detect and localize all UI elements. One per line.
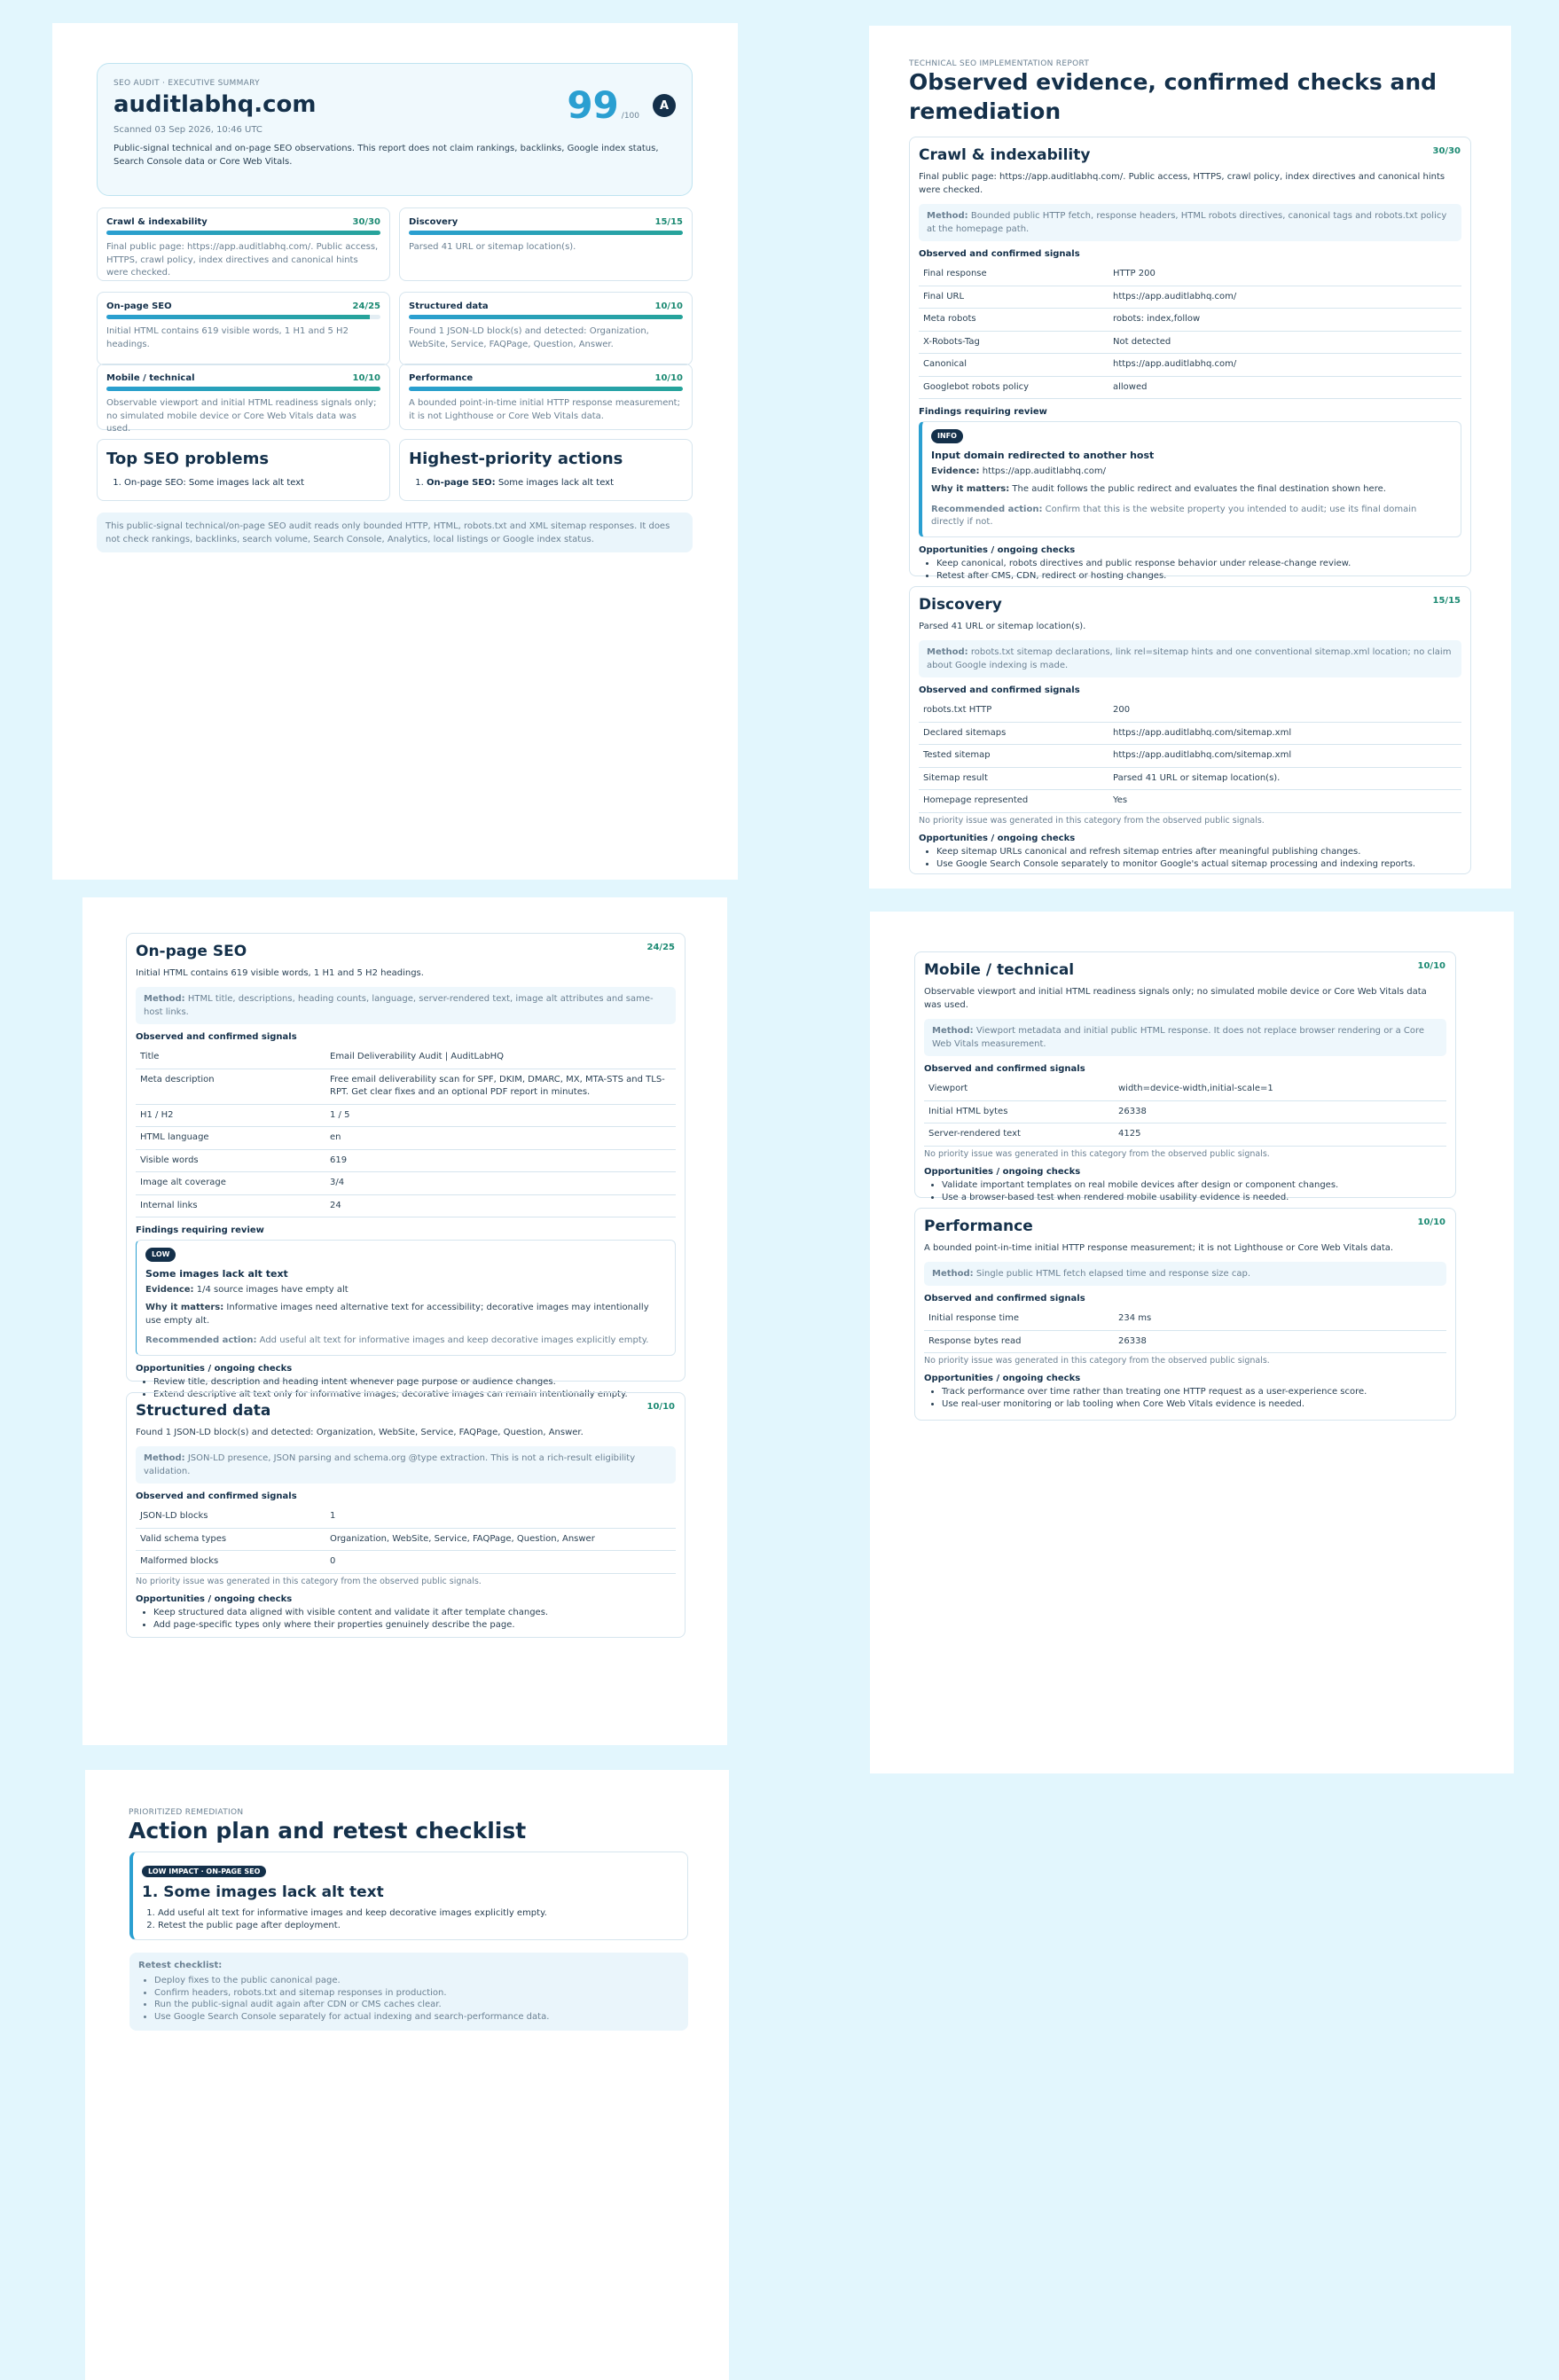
method-note bbox=[924, 1262, 1446, 1286]
signal-value: 200 bbox=[1109, 700, 1461, 722]
rec-label: Recommended action: bbox=[145, 1335, 257, 1346]
no-issue-note: No priority issue was generated in this category from the observed public signals. bbox=[924, 1356, 1270, 1366]
category-score: 30/30 bbox=[352, 217, 380, 227]
scope-footnote: This public-signal technical/on-page SEO audit reads only bounded HTTP, HTML, robots.txt and XML sitemap responses. It does not check rankings, backlinks, search volume, Search Console, Analytics, local listings or Google index status. bbox=[97, 513, 693, 552]
signal-name: robots.txt HTTP bbox=[919, 700, 1109, 722]
method-text: JSON-LD presence, JSON parsing and schema.org @type extraction. This is not a rich-result eligibility validation. bbox=[144, 1453, 636, 1476]
finding-card bbox=[136, 1240, 676, 1356]
severity-badge: LOW bbox=[145, 1248, 176, 1262]
method-text: robots.txt sitemap declarations, link rel=sitemap hints and one conventional sitemap.xml location; no claim about Google indexing is made. bbox=[927, 647, 1452, 670]
signal-value: https://app.auditlabhq.com/ bbox=[1109, 286, 1461, 309]
opportunities-list bbox=[919, 846, 1461, 871]
signal-value: Not detected bbox=[1109, 331, 1461, 354]
signal-name: Viewport bbox=[924, 1078, 1114, 1100]
table-row bbox=[919, 790, 1461, 813]
rec-text: Confirm that this is the website property you intended to audit; use its final domain directly if not. bbox=[931, 504, 1417, 528]
progress-fill bbox=[409, 387, 683, 391]
section-crawl bbox=[909, 137, 1471, 581]
method-note bbox=[136, 1446, 676, 1484]
category-description: Initial HTML contains 619 visible words, 1 H1 and 5 H2 headings. bbox=[106, 326, 349, 349]
action-plan-page bbox=[85, 1770, 729, 2380]
progress-fill bbox=[106, 387, 380, 391]
method-text: Single public HTML fetch elapsed time and response size cap. bbox=[975, 1269, 1251, 1279]
list-item: • Use Google Search Console separately to monitor Google's actual sitemap processing and indexing reports. bbox=[936, 858, 1461, 871]
signal-value: Parsed 41 URL or sitemap location(s). bbox=[1109, 767, 1461, 790]
method-label: Method: bbox=[144, 1453, 185, 1463]
overall-score bbox=[567, 83, 676, 127]
method-note bbox=[136, 987, 676, 1024]
category-card bbox=[399, 364, 693, 430]
table-row bbox=[924, 1308, 1446, 1330]
method-label: Method: bbox=[932, 1269, 974, 1279]
evidence-text: 1/4 source images have empty alt bbox=[196, 1284, 349, 1295]
section-score: 24/25 bbox=[646, 943, 675, 952]
signal-value: HTTP 200 bbox=[1109, 263, 1461, 286]
list-item: • Use Google Search Console separately for actual indexing and search-performance data. bbox=[154, 2011, 679, 2024]
section-title: Performance bbox=[924, 1217, 1033, 1235]
signal-name: Declared sitemaps bbox=[919, 722, 1109, 745]
list-item: 1. Add useful alt text for informative images and keep decorative images explicitly empty. bbox=[158, 1907, 678, 1920]
signal-value: 26338 bbox=[1114, 1330, 1446, 1353]
signal-name: Initial HTML bytes bbox=[924, 1100, 1114, 1123]
signal-value: Organization, WebSite, Service, FAQPage, Question, Answer bbox=[325, 1528, 676, 1551]
plan-title: Action plan and retest checklist bbox=[129, 1818, 527, 1844]
category-title: Crawl & indexability bbox=[106, 217, 208, 227]
progress-fill bbox=[106, 231, 380, 235]
method-label: Method: bbox=[932, 1026, 974, 1036]
category-description: A bounded point-in-time initial HTTP response measurement; it is not Lighthouse or Core Web Vitals data. bbox=[409, 398, 680, 421]
list-item: • Use a browser-based test when rendered mobile usability evidence is needed. bbox=[942, 1192, 1446, 1204]
signal-name: Final URL bbox=[919, 286, 1109, 309]
method-text: HTML title, descriptions, heading counts, language, server-rendered text, image alt attributes and same-host links. bbox=[144, 994, 654, 1017]
plan-eyebrow: PRIORITIZED REMEDIATION bbox=[129, 1808, 244, 1817]
list-item: • Keep sitemap URLs canonical and refresh sitemap entries after meaningful publishing changes. bbox=[936, 846, 1461, 858]
top-problems-heading: Top SEO problems bbox=[106, 450, 270, 468]
signals-heading: Observed and confirmed signals bbox=[924, 1294, 1085, 1304]
why-label: Why it matters: bbox=[931, 484, 1010, 495]
no-issue-note: No priority issue was generated in this category from the observed public signals. bbox=[924, 1148, 1270, 1159]
method-note bbox=[919, 640, 1461, 677]
section-summary: Parsed 41 URL or sitemap location(s). bbox=[919, 622, 1086, 631]
category-card bbox=[97, 364, 390, 434]
rec-label: Recommended action: bbox=[931, 504, 1043, 514]
finding-evidence bbox=[145, 1284, 666, 1297]
signal-name: Tested sitemap bbox=[919, 745, 1109, 768]
actions-list bbox=[409, 478, 683, 488]
signal-name: Meta description bbox=[136, 1069, 325, 1104]
signal-name: Response bytes read bbox=[924, 1330, 1114, 1353]
signal-name: Internal links bbox=[136, 1194, 325, 1217]
category-progress-bar bbox=[409, 315, 683, 319]
section-score: 15/15 bbox=[1432, 596, 1461, 606]
summary-note: Public-signal technical and on-page SEO observations. This report does not claim rankings, backlinks, Google index status, Search Console data or Core Web Vitals. bbox=[114, 144, 659, 167]
signal-value: 4125 bbox=[1114, 1123, 1446, 1147]
list-item: • Run the public-signal audit again after CDN or CMS caches clear. bbox=[154, 1999, 679, 2011]
signal-value: 26338 bbox=[1114, 1100, 1446, 1123]
signals-table bbox=[924, 1308, 1446, 1353]
section-score: 10/10 bbox=[1417, 1217, 1445, 1227]
category-progress-bar bbox=[409, 231, 683, 235]
report-title: Observed evidence, confirmed checks and remediation bbox=[909, 69, 1438, 124]
finding-recommendation bbox=[145, 1335, 666, 1348]
table-row bbox=[919, 309, 1461, 332]
opportunities-list bbox=[136, 1607, 676, 1632]
list-item: • Track performance over time rather than treating one HTTP request as a user-experience score. bbox=[942, 1386, 1446, 1398]
table-row bbox=[919, 354, 1461, 377]
opportunities-heading: Opportunities / ongoing checks bbox=[136, 1593, 293, 1604]
list-item: • Keep canonical, robots directives and public response behavior under release-change review. bbox=[936, 558, 1461, 570]
scan-timestamp: Scanned 03 Sep 2026, 10:46 UTC bbox=[114, 125, 262, 135]
category-score: 10/10 bbox=[352, 373, 380, 383]
report-page-1 bbox=[869, 26, 1511, 889]
list-item: • Confirm headers, robots.txt and sitemap responses in production. bbox=[154, 1987, 679, 2000]
signal-value: 1 bbox=[325, 1506, 676, 1528]
category-progress-bar bbox=[106, 231, 380, 235]
finding-card bbox=[919, 421, 1461, 537]
signal-name: Title bbox=[136, 1046, 325, 1069]
signal-name: H1 / H2 bbox=[136, 1104, 325, 1127]
opportunities-heading: Opportunities / ongoing checks bbox=[924, 1374, 1081, 1383]
finding-evidence bbox=[931, 466, 1452, 479]
list-item: • Validate important templates on real mobile devices after design or component changes. bbox=[942, 1179, 1446, 1192]
list-item: • Retest after CMS, CDN, redirect or hosting changes. bbox=[936, 570, 1461, 583]
table-row bbox=[924, 1330, 1446, 1353]
finding-why bbox=[145, 1302, 666, 1327]
list-item: 2. Retest the public page after deployment. bbox=[158, 1920, 678, 1932]
section-score: 10/10 bbox=[646, 1402, 675, 1412]
method-note bbox=[919, 204, 1461, 241]
action-text: Some images lack alt text bbox=[495, 478, 615, 488]
category-score: 15/15 bbox=[654, 217, 683, 227]
table-row bbox=[136, 1127, 676, 1150]
why-text: The audit follows the public redirect and evaluates the final destination shown here. bbox=[1012, 484, 1386, 495]
finding-title: Some images lack alt text bbox=[145, 1267, 288, 1280]
evidence-label: Evidence: bbox=[145, 1284, 194, 1295]
section-performance bbox=[914, 1208, 1456, 1421]
why-text: Informative images need alternative text for accessibility; decorative images may intentionally use empty alt. bbox=[145, 1303, 649, 1326]
signal-value: width=device-width,initial-scale=1 bbox=[1114, 1078, 1446, 1100]
section-title: Structured data bbox=[136, 1402, 271, 1420]
table-row bbox=[924, 1123, 1446, 1147]
signal-value: robots: index,follow bbox=[1109, 309, 1461, 332]
section-on-page-seo bbox=[126, 933, 685, 1399]
signals-table bbox=[136, 1506, 676, 1574]
severity-badge: INFO bbox=[931, 429, 963, 443]
signal-value: Free email deliverability scan for SPF, DKIM, DMARC, MX, MTA-STS and TLS-RPT. Get clear fixes and an optional PDF report in minutes. bbox=[325, 1069, 676, 1104]
signal-name: Image alt coverage bbox=[136, 1172, 325, 1195]
table-row bbox=[919, 767, 1461, 790]
section-summary: Final public page: https://app.auditlabhq.com/. Public access, HTTPS, crawl policy, index directives and canonical hints were checked. bbox=[919, 172, 1445, 195]
opportunities-heading: Opportunities / ongoing checks bbox=[919, 544, 1076, 555]
section-score: 30/30 bbox=[1432, 146, 1461, 156]
table-row bbox=[919, 376, 1461, 399]
table-row bbox=[919, 263, 1461, 286]
signal-name: Googlebot robots policy bbox=[919, 376, 1109, 399]
table-row bbox=[136, 1104, 676, 1127]
report-eyebrow: TECHNICAL SEO IMPLEMENTATION REPORT bbox=[909, 59, 1090, 68]
signal-name: Sitemap result bbox=[919, 767, 1109, 790]
category-card bbox=[399, 207, 693, 281]
summary-eyebrow: SEO AUDIT · EXECUTIVE SUMMARY bbox=[114, 79, 260, 88]
report-page-2 bbox=[82, 897, 727, 1745]
signals-heading: Observed and confirmed signals bbox=[919, 685, 1080, 695]
rec-text: Add useful alt text for informative images and keep decorative images explicitly empty. bbox=[259, 1335, 649, 1346]
list-item: • Use real-user monitoring or lab tooling when Core Web Vitals evidence is needed. bbox=[942, 1398, 1446, 1411]
category-score: 24/25 bbox=[352, 301, 380, 311]
section-structured-data bbox=[126, 1392, 685, 1638]
action-steps bbox=[142, 1907, 678, 1931]
opportunities-list bbox=[924, 1179, 1446, 1204]
list-item: • Deploy fixes to the public canonical page. bbox=[154, 1975, 679, 1987]
progress-fill bbox=[106, 315, 370, 319]
score-denominator: /100 bbox=[621, 112, 639, 121]
table-row bbox=[136, 1069, 676, 1104]
method-text: Bounded public HTTP fetch, response headers, HTML robots directives, canonical tags and robots.txt policy at the homepage path. bbox=[927, 211, 1447, 234]
category-title: Performance bbox=[409, 373, 474, 383]
summary-hero bbox=[97, 63, 693, 196]
impact-badge: LOW IMPACT · ON-PAGE SEO bbox=[142, 1866, 266, 1877]
signals-heading: Observed and confirmed signals bbox=[919, 249, 1080, 259]
progress-fill bbox=[409, 315, 683, 319]
category-title: Discovery bbox=[409, 217, 458, 227]
table-row bbox=[919, 745, 1461, 768]
table-row bbox=[136, 1149, 676, 1172]
method-text: Viewport metadata and initial public HTML response. It does not replace browser rendering or a Core Web Vitals measurement. bbox=[932, 1026, 1425, 1049]
category-card bbox=[399, 292, 693, 365]
signal-name: Valid schema types bbox=[136, 1528, 325, 1551]
signal-value: 1 / 5 bbox=[325, 1104, 676, 1127]
category-score: 10/10 bbox=[654, 373, 683, 383]
signal-name: Server-rendered text bbox=[924, 1123, 1114, 1147]
signal-name: Homepage represented bbox=[919, 790, 1109, 813]
category-title: Mobile / technical bbox=[106, 373, 195, 383]
action-category: On-page SEO: bbox=[427, 478, 496, 488]
signals-table bbox=[919, 700, 1461, 813]
retest-checklist bbox=[129, 1953, 688, 2031]
signals-heading: Observed and confirmed signals bbox=[136, 1032, 297, 1042]
table-row bbox=[919, 331, 1461, 354]
signal-value: 24 bbox=[325, 1194, 676, 1217]
signals-heading: Observed and confirmed signals bbox=[924, 1064, 1085, 1074]
findings-heading: Findings requiring review bbox=[919, 407, 1047, 417]
category-card bbox=[97, 207, 390, 281]
list-item: • Review title, description and heading intent whenever page purpose or audience changes. bbox=[153, 1376, 676, 1389]
signal-name: Canonical bbox=[919, 354, 1109, 377]
finding-why bbox=[931, 483, 1452, 497]
opportunities-heading: Opportunities / ongoing checks bbox=[919, 833, 1076, 843]
evidence-label: Evidence: bbox=[931, 466, 980, 476]
table-row bbox=[924, 1078, 1446, 1100]
no-issue-note: No priority issue was generated in this category from the observed public signals. bbox=[919, 815, 1265, 826]
category-title: On-page SEO bbox=[106, 301, 172, 311]
evidence-text: https://app.auditlabhq.com/ bbox=[982, 466, 1106, 476]
table-row bbox=[919, 700, 1461, 722]
list-item: • Extend descriptive alt text only for informative images; decorative images can remain intentionally empty. bbox=[153, 1389, 676, 1401]
category-description: Parsed 41 URL or sitemap location(s). bbox=[409, 242, 576, 252]
report-page-3 bbox=[870, 912, 1514, 1773]
signal-value: 619 bbox=[325, 1149, 676, 1172]
signals-table bbox=[919, 263, 1461, 399]
signal-value: 234 ms bbox=[1114, 1308, 1446, 1330]
priority-actions-box bbox=[399, 439, 693, 501]
why-label: Why it matters: bbox=[145, 1303, 224, 1313]
signals-heading: Observed and confirmed signals bbox=[136, 1491, 297, 1501]
category-card bbox=[97, 292, 390, 365]
signal-value: en bbox=[325, 1127, 676, 1150]
section-score: 10/10 bbox=[1417, 961, 1445, 971]
category-progress-bar bbox=[409, 387, 683, 391]
retest-heading: Retest checklist: bbox=[138, 1961, 223, 1970]
signal-name: Visible words bbox=[136, 1149, 325, 1172]
category-progress-bar bbox=[106, 315, 380, 319]
action-item-title: 1. Some images lack alt text bbox=[142, 1883, 384, 1901]
signal-name: Malformed blocks bbox=[136, 1551, 325, 1574]
top-problems-box bbox=[97, 439, 390, 501]
table-row bbox=[919, 722, 1461, 745]
table-row bbox=[136, 1528, 676, 1551]
list-item: • Add page-specific types only where their properties genuinely describe the page. bbox=[153, 1619, 676, 1632]
finding-title: Input domain redirected to another host bbox=[931, 449, 1155, 461]
category-title: Structured data bbox=[409, 301, 489, 311]
signal-name: Meta robots bbox=[919, 309, 1109, 332]
section-summary: Found 1 JSON-LD block(s) and detected: Organization, WebSite, Service, FAQPage, Question, Answer. bbox=[136, 1428, 584, 1437]
section-summary: Initial HTML contains 619 visible words, 1 H1 and 5 H2 headings. bbox=[136, 968, 424, 978]
table-row bbox=[136, 1172, 676, 1195]
signal-value: allowed bbox=[1109, 376, 1461, 399]
executive-summary-page bbox=[52, 23, 738, 880]
category-description: Found 1 JSON-LD block(s) and detected: Organization, WebSite, Service, FAQPage, Question, Answer. bbox=[409, 326, 649, 349]
signal-value: https://app.auditlabhq.com/sitemap.xml bbox=[1109, 745, 1461, 768]
signal-value: https://app.auditlabhq.com/ bbox=[1109, 354, 1461, 377]
table-row bbox=[136, 1551, 676, 1574]
section-summary: Observable viewport and initial HTML readiness signals only; no simulated mobile device or Core Web Vitals data was used. bbox=[924, 987, 1427, 1010]
findings-heading: Findings requiring review bbox=[136, 1225, 264, 1235]
section-mobile-technical bbox=[914, 951, 1456, 1202]
section-discovery bbox=[909, 586, 1471, 874]
method-note bbox=[924, 1019, 1446, 1056]
opportunities-heading: Opportunities / ongoing checks bbox=[136, 1363, 293, 1374]
category-score: 10/10 bbox=[654, 301, 683, 311]
grade-badge: A bbox=[653, 94, 676, 117]
signal-value: Email Deliverability Audit | AuditLabHQ bbox=[325, 1046, 676, 1069]
method-label: Method: bbox=[144, 994, 185, 1004]
table-row bbox=[924, 1100, 1446, 1123]
signal-name: Initial response time bbox=[924, 1308, 1114, 1330]
list-item: • Keep structured data aligned with visible content and validate it after template changes. bbox=[153, 1607, 676, 1619]
signal-name: JSON-LD blocks bbox=[136, 1506, 325, 1528]
category-description: Final public page: https://app.auditlabhq.com/. Public access, HTTPS, crawl policy, index directives and canonical hints were checked. bbox=[106, 242, 379, 278]
finding-recommendation bbox=[931, 504, 1452, 529]
score-value: 99 bbox=[567, 83, 619, 127]
signal-value: https://app.auditlabhq.com/sitemap.xml bbox=[1109, 722, 1461, 745]
problems-list bbox=[106, 478, 380, 488]
section-title: Mobile / technical bbox=[924, 961, 1075, 979]
section-title: Discovery bbox=[919, 596, 1002, 614]
section-summary: A bounded point-in-time initial HTTP response measurement; it is not Lighthouse or Core Web Vitals data. bbox=[924, 1243, 1394, 1253]
signal-value: Yes bbox=[1109, 790, 1461, 813]
table-row bbox=[919, 286, 1461, 309]
no-issue-note: No priority issue was generated in this category from the observed public signals. bbox=[136, 1576, 482, 1586]
signal-name: HTML language bbox=[136, 1127, 325, 1150]
opportunities-list bbox=[924, 1386, 1446, 1411]
opportunities-heading: Opportunities / ongoing checks bbox=[924, 1166, 1081, 1177]
audited-domain: auditlabhq.com bbox=[114, 91, 317, 118]
signal-name: Final response bbox=[919, 263, 1109, 286]
signal-name: X-Robots-Tag bbox=[919, 331, 1109, 354]
priority-actions-heading: Highest-priority actions bbox=[409, 450, 623, 468]
category-description: Observable viewport and initial HTML readiness signals only; no simulated mobile device or Core Web Vitals data was used. bbox=[106, 398, 377, 434]
method-label: Method: bbox=[927, 211, 968, 221]
problem-item: 1. On-page SEO: Some images lack alt text bbox=[124, 478, 380, 488]
retest-list bbox=[138, 1975, 679, 2023]
action-item bbox=[427, 478, 683, 488]
section-title: On-page SEO bbox=[136, 943, 247, 960]
opportunities-list bbox=[919, 558, 1461, 583]
signals-table bbox=[136, 1046, 676, 1217]
section-title: Crawl & indexability bbox=[919, 146, 1091, 164]
table-row bbox=[136, 1506, 676, 1528]
method-label: Method: bbox=[927, 647, 968, 657]
table-row bbox=[136, 1046, 676, 1069]
signal-value: 3/4 bbox=[325, 1172, 676, 1195]
progress-fill bbox=[409, 231, 683, 235]
signals-table bbox=[924, 1078, 1446, 1147]
signal-value: 0 bbox=[325, 1551, 676, 1574]
category-progress-bar bbox=[106, 387, 380, 391]
action-item-card bbox=[129, 1852, 688, 1940]
table-row bbox=[136, 1194, 676, 1217]
